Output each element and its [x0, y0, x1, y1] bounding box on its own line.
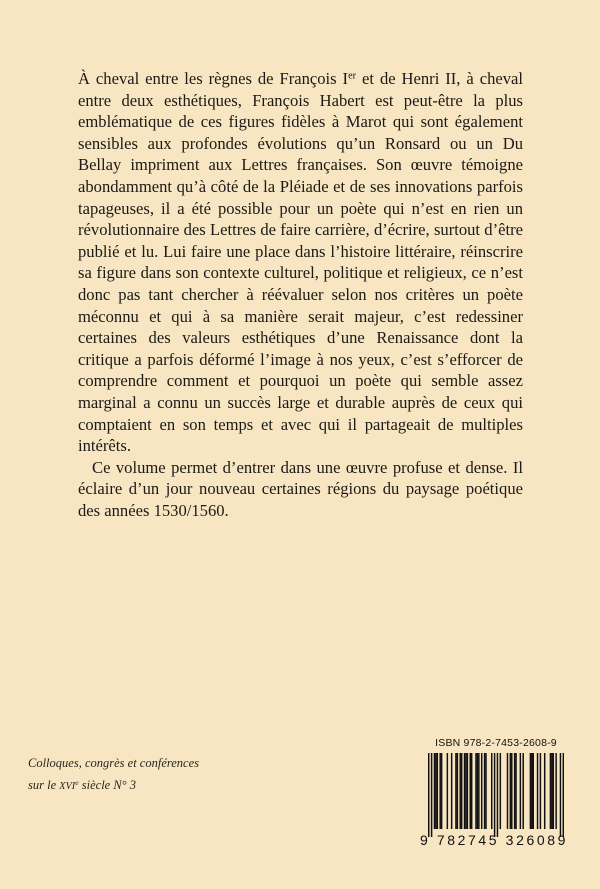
barcode-bar [451, 753, 452, 829]
barcode-bar [470, 753, 471, 829]
barcode-bar [485, 753, 486, 829]
isbn-label: ISBN 978-2-7453-2608-9 [435, 737, 557, 749]
barcode-bar [455, 753, 456, 829]
barcode-bar [540, 753, 541, 829]
barcode-bar [560, 753, 561, 837]
barcode-bar [441, 753, 442, 829]
barcode-icon [428, 753, 564, 837]
barcode-bar [478, 753, 479, 829]
barcode-bar [537, 753, 538, 829]
barcode-bar [520, 753, 521, 829]
barcode-bar [494, 753, 495, 837]
barcode-bar [464, 753, 465, 829]
barcode-bar [477, 753, 478, 829]
barcode-bar [497, 753, 498, 837]
barcode-bar [563, 753, 564, 837]
barcode-bar [435, 753, 436, 829]
barcode-bar [530, 753, 531, 829]
blurb-paragraph-1-start: À cheval entre les règnes de François I [78, 69, 349, 88]
barcode-bar [434, 753, 435, 829]
barcode-bar [522, 753, 523, 829]
barcode-bar [475, 753, 476, 829]
barcode-bar [555, 753, 556, 829]
barcode-bar [484, 753, 485, 829]
barcode-bar [481, 753, 482, 829]
series-title: Colloques, congrès et conférences [28, 756, 200, 770]
barcode-bar [514, 753, 515, 829]
barcode-bar [551, 753, 552, 829]
blurb-paragraph-1-rest: et de Henri II, à cheval entre deux esthétiques, François Habert est peut-être la plus emblématique de ces figures fidèles à Marot qui sont également sensibles aux profondes évolutions qu’un Ronsard ou un Du Bellay impriment aux Lettres françaises. Son œuvre témoigne abondamment qu’à côté de la Pléiade et de ses innovations parfois tapageuses, il a été possible pour un poète qui n’est en rien un révolutionnaire des Lettres de faire carrière, d’écrire, surtout d’être publié et lu. Lui faire une place dans l’histoire littéraire, réinscrire sa figure dans son contexte culturel, politique et religieux, ce n’est donc pas tant chercher à réévaluer selon nos critères un poète méconnu et qui à sa manière serait majeur, c’est redessiner certaines des valeurs esthétiques d’une Renaissance dont la critique a parfois déformé l’image à nos yeux, c’est s’efforcer de comprendre comment et pourquoi un poète qui semble assez marginal a connu un succès large et durable auprès de ceux qui comptaient en son temps et avec qui il partageait de multiples intérêts. [78, 69, 523, 456]
barcode-bar [510, 753, 511, 829]
barcode-bar [467, 753, 468, 829]
barcode-bar [461, 753, 462, 829]
series-suffix: siècle N° 3 [78, 778, 137, 792]
barcode-bar [431, 753, 432, 837]
barcode-bar [491, 753, 492, 829]
barcode-bar [465, 753, 466, 829]
barcode-bar [459, 753, 460, 829]
barcode-bar [471, 753, 472, 829]
barcode-bar [507, 753, 508, 829]
series-prefix: sur le [28, 778, 60, 792]
barcode-bar [533, 753, 534, 829]
barcode-bar [500, 753, 501, 829]
series-number [28, 774, 328, 798]
ean-digits: 9 782745 326089 [420, 832, 568, 848]
barcode-bar [428, 753, 429, 837]
series-info [28, 752, 328, 798]
barcode-bar [544, 753, 545, 829]
barcode-block [420, 737, 572, 860]
series-century-superscript: e [75, 777, 79, 787]
barcode-bar [439, 753, 440, 829]
barcode-bar [531, 753, 532, 829]
blurb-paragraph-2: Ce volume permet d’entrer dans une œuvre profuse et dense. Il éclaire d’un jour nouveau certaines régions du paysage poétique des années 1530/1560. [78, 457, 523, 520]
barcode-bar [437, 753, 438, 829]
barcode-bar [550, 753, 551, 829]
barcode-bar [447, 753, 448, 829]
barcode-bar [515, 753, 516, 829]
blurb-text [78, 68, 523, 521]
barcode-bar [457, 753, 458, 829]
barcode-bar [511, 753, 512, 829]
ordinal-superscript: er [348, 70, 357, 82]
series-century: XVI [59, 781, 76, 792]
barcode-bar [553, 753, 554, 829]
blurb-paragraph-1 [78, 68, 523, 457]
